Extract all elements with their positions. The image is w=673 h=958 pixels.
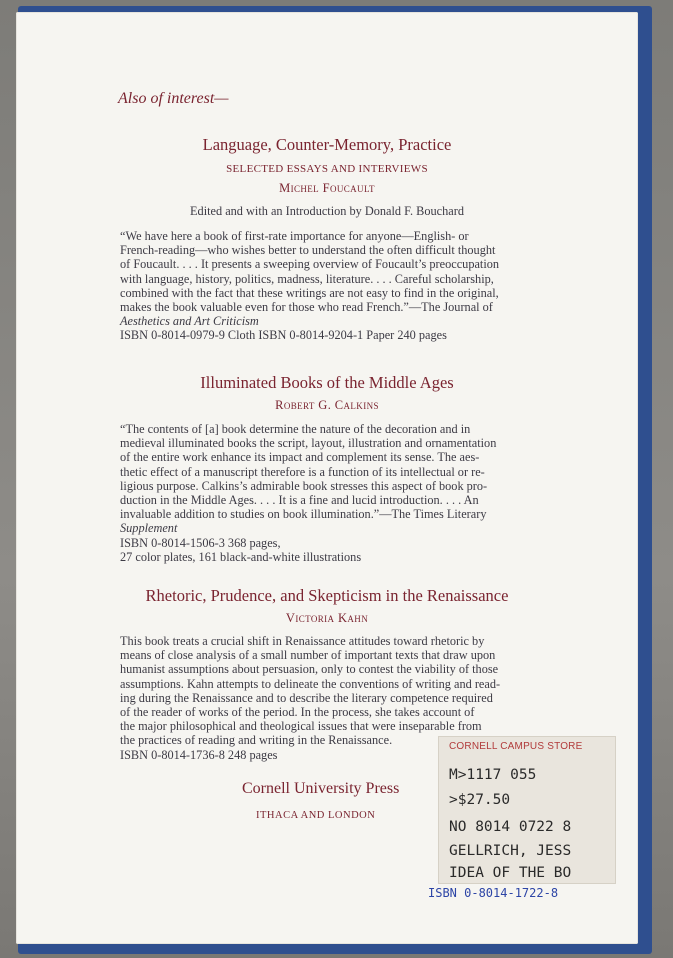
sticker-line: IDEA OF THE BO (449, 865, 572, 881)
description-line: makes the book valuable even for those who read French.”—The Journal of (120, 300, 493, 315)
description-line: humanist assumptions about persuasion, only to contest the viability of those (120, 662, 499, 677)
description-line: 27 color plates, 161 black-and-white illustrations (120, 549, 362, 564)
book-author-3: Victoria Kahn (285, 611, 369, 625)
isbn-line: ISBN 0-8014-0979-9 Cloth ISBN 0-8014-9204-1 Paper 240 pages (120, 328, 447, 343)
description-line: “We have here a book of first-rate importance for anyone—English- or (120, 229, 469, 243)
book-title-3: Rhetoric, Prudence, and Skepticism in the Renaissance (145, 586, 509, 605)
description-line: of the entire work enhance its impact and complement its sense. The aes- (120, 450, 480, 465)
sticker-line: M>1117 055 (449, 767, 537, 783)
also-of-interest-heading: Also of interest— (118, 90, 229, 107)
description-line: with language, history, politics, madness, literature. . . . Careful scholarship, (120, 271, 494, 286)
description-line: Aesthetics and Art Criticism (120, 314, 259, 329)
sticker-line: NO 8014 0722 8 (449, 819, 572, 835)
book-description-1 (120, 229, 499, 343)
isbn-line: ISBN 0-8014-1506-3 368 pages, (120, 535, 281, 550)
description-line: of Foucault. . . . It presents a sweeping overview of Foucault’s preoccupation (120, 257, 500, 272)
book-description-2 (120, 422, 496, 564)
description-line: assumptions. Kahn attempts to delineate the conventions of writing and read- (120, 676, 501, 691)
description-line: Supplement (120, 521, 178, 536)
description-line: This book treats a crucial shift in Renaissance attitudes toward rhetoric by (120, 634, 485, 648)
book-author-1: Michel Foucault (279, 181, 375, 195)
jacket-back-cover (16, 12, 638, 944)
publisher-location: ITHACA AND LONDON (256, 810, 376, 821)
description-line: ligious purpose. Calkins’s admirable book stresses this aspect of book pro- (120, 478, 488, 493)
description-line: the practices of reading and writing in the Renaissance. (120, 733, 393, 748)
description-line: medieval illuminated books the script, layout, illustration and ornamentation (120, 436, 497, 451)
sticker-line: GELLRICH, JESS (449, 843, 572, 859)
sticker-price: >$27.50 (449, 792, 511, 808)
description-line: French-reading—who wishes better to understand the often difficult thought (120, 243, 496, 258)
description-line: duction in the Middle Ages. . . . It is a fine and lucid introduction. . . . An (120, 493, 479, 508)
description-line: the major philosophical and theological issues that were inseparable from (120, 719, 482, 734)
publisher-name: Cornell University Press (242, 780, 400, 797)
book-title-2: Illuminated Books of the Middle Ages (200, 373, 454, 392)
sticker-store-name: CORNELL CAMPUS STORE (449, 741, 583, 752)
description-line: “The contents of [a] book determine the nature of the decoration and in (120, 422, 471, 436)
description-line: ing during the Renaissance and to describe the literary competence required (120, 690, 493, 705)
price-sticker (438, 736, 616, 884)
book-title-1: Language, Counter-Memory, Practice (202, 135, 452, 154)
description-line: of the reader of works of the period. In the process, she takes account of (120, 705, 475, 720)
description-line: means of close analysis of a small number of important texts that draw upon (120, 648, 496, 663)
isbn-stamp: ISBN 0-8014-1722-8 (428, 886, 559, 900)
book-editor-1: Edited and with an Introduction by Donald F. Bouchard (190, 204, 464, 218)
book-subtitle-1: SELECTED ESSAYS AND INTERVIEWS (226, 163, 428, 175)
description-line: combined with the fact that these writings are not easy to find in the original, (120, 285, 499, 300)
description-line: thetic effect of a manuscript therefore is a function of its intellectual or re- (120, 464, 485, 479)
book-author-2: Robert G. Calkins (275, 398, 379, 412)
description-line: invaluable addition to studies on book illumination.”—The Times Literary (120, 507, 487, 522)
isbn-line: ISBN 0-8014-1736-8 248 pages (120, 747, 278, 762)
